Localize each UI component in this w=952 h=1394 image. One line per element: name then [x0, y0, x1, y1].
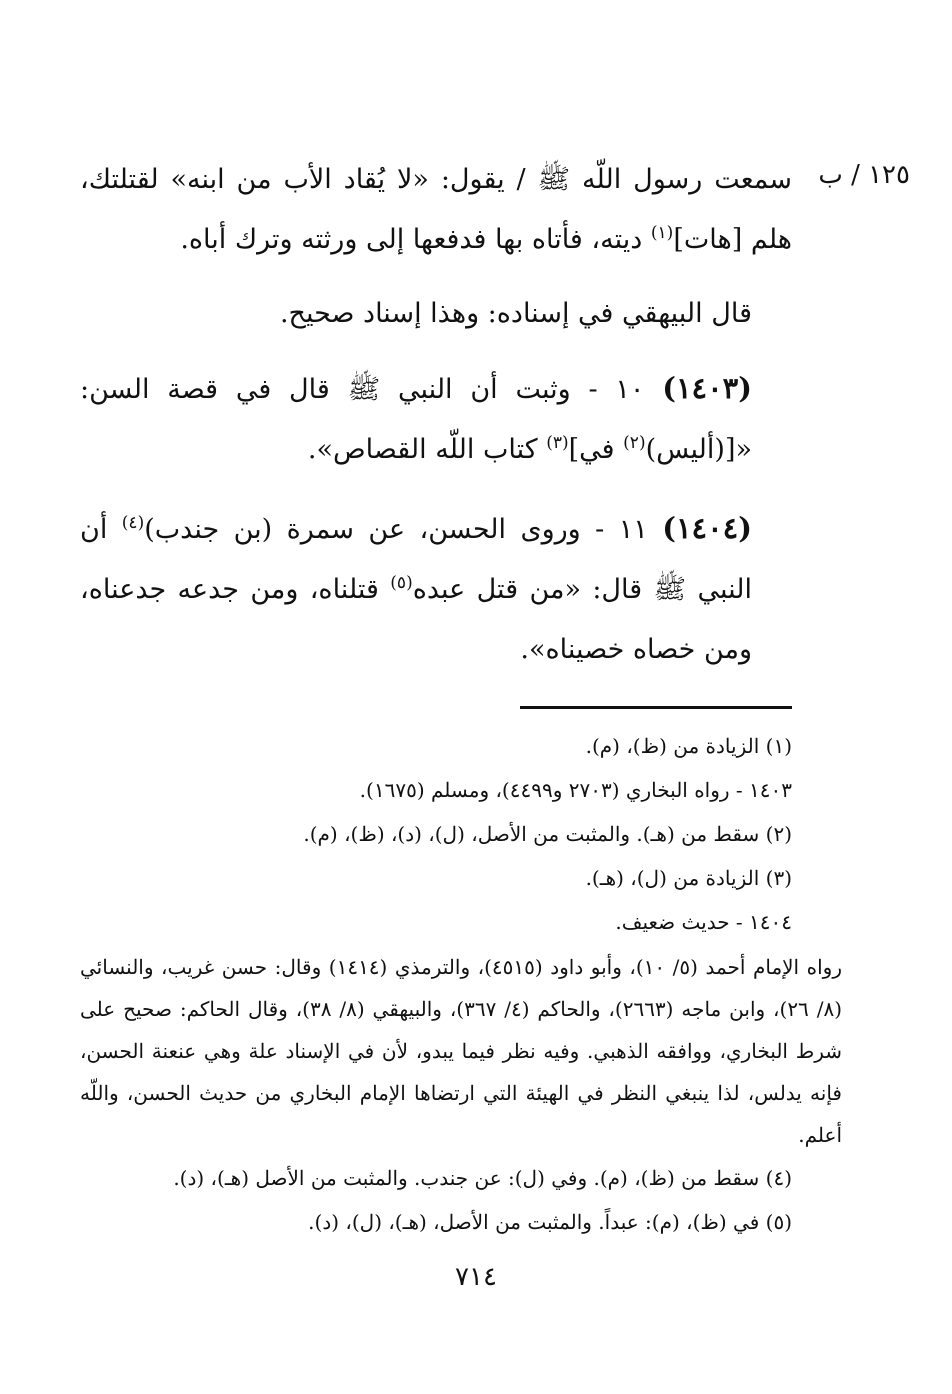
page-number: ٧١٤ [455, 1262, 497, 1292]
footnote-ref-3: (٣) [546, 433, 569, 453]
hadith-1403-text-a: ١٠ - وثبت أن النبي ﷺ قال في قصة السن: «[(أليس) [80, 374, 752, 465]
hadith-1404-text-c: قتلناه، ومن جدعه جدعناه، ومن خصاه خصيناه». [80, 574, 752, 665]
footnote-ref-5: (٥) [390, 573, 413, 593]
paragraph-hadith-1403 [80, 358, 792, 480]
hadith-1404-text-a: ١١ - وروى الحسن، عن سمرة (بن جندب) [144, 514, 663, 545]
footnote-ref-1: (١) [650, 223, 674, 243]
footnote-hadith-1404-detail: رواه الإمام أحمد (٥/ ١٠)، وأبو داود (٤٥١٥)، والترمذي (١٤١٤) وقال: حسن غريب، والنسائي (٨/ ٢٦)، وابن ماجه (٢٦٦٣)، والحاكم (٤/ ٣٦٧)، والبيهقي (٨/ ٣٨)، وقال الحاكم: صحيح على شرط البخاري، ووافقه الذهبي. وفيه نظر فيما يبدو، لأن في الإسناد علة وهي عنعنة الحسن، فإنه يدلس، لذا ينبغي النظر في الهيئة التي ارتضاها الإمام البخاري من حديث الحسن، واللّه أعلم. [80, 955, 842, 1147]
paragraph-1-end: ديته، فأتاه بها فدفعها إلى ورثته وترك أباه. [180, 224, 651, 255]
main-text [80, 150, 792, 680]
footnotes [80, 724, 842, 1244]
hadith-1404-text-b: أن النبي ﷺ قال: «من قتل عبده [80, 514, 752, 605]
footnote-hadith-1403: ١٤٠٣ - رواه البخاري (٢٧٠٣ و٤٤٩٩)، ومسلم (١٦٧٥). [359, 778, 792, 802]
paragraph-1 [80, 150, 792, 270]
hadith-1403-text-c: كتاب اللّه القصاص». [307, 434, 547, 465]
paragraph-2: قال البيهقي في إسناده: وهذا إسناد صحيح. [279, 298, 752, 329]
paragraph-1-text: سمعت رسول اللّه ﷺ / يقول: «لا يُقاد الأب من ابنه» لقتلتك، هلم [هات] [80, 164, 792, 255]
footnote-ref-4: (٤) [121, 513, 145, 533]
folio-margin-note: ١٢٥ / ب [818, 160, 910, 190]
footnote-ref-2: (٢) [623, 433, 646, 453]
hadith-number-1403: (١٤٠٣) [662, 371, 752, 405]
hadith-1403-text-b: في] [568, 434, 624, 465]
footnote-3: (٣) الزيادة من (ل)، (هـ). [585, 866, 792, 890]
hadith-number-1404: (١٤٠٤) [662, 511, 752, 545]
paragraph-hadith-1404 [80, 498, 792, 680]
footnote-hadith-1404: ١٤٠٤ - حديث ضعيف. [615, 910, 792, 934]
footnote-hadith-1404-detail-wrap [80, 946, 842, 1156]
footnote-separator [520, 706, 792, 709]
footnote-4: (٤) سقط من (ظ)، (م). وفي (ل): عن جندب. والمثبت من الأصل (هـ)، (د). [173, 1166, 792, 1190]
footnote-1: (١) الزيادة من (ظ)، (م). [585, 734, 792, 758]
footnote-5: (٥) في (ظ)، (م): عبداً. والمثبت من الأصل، (هـ)، (ل)، (د). [308, 1210, 792, 1234]
footnote-2: (٢) سقط من (هـ). والمثبت من الأصل، (ل)، (د)، (ظ)، (م). [303, 822, 792, 846]
